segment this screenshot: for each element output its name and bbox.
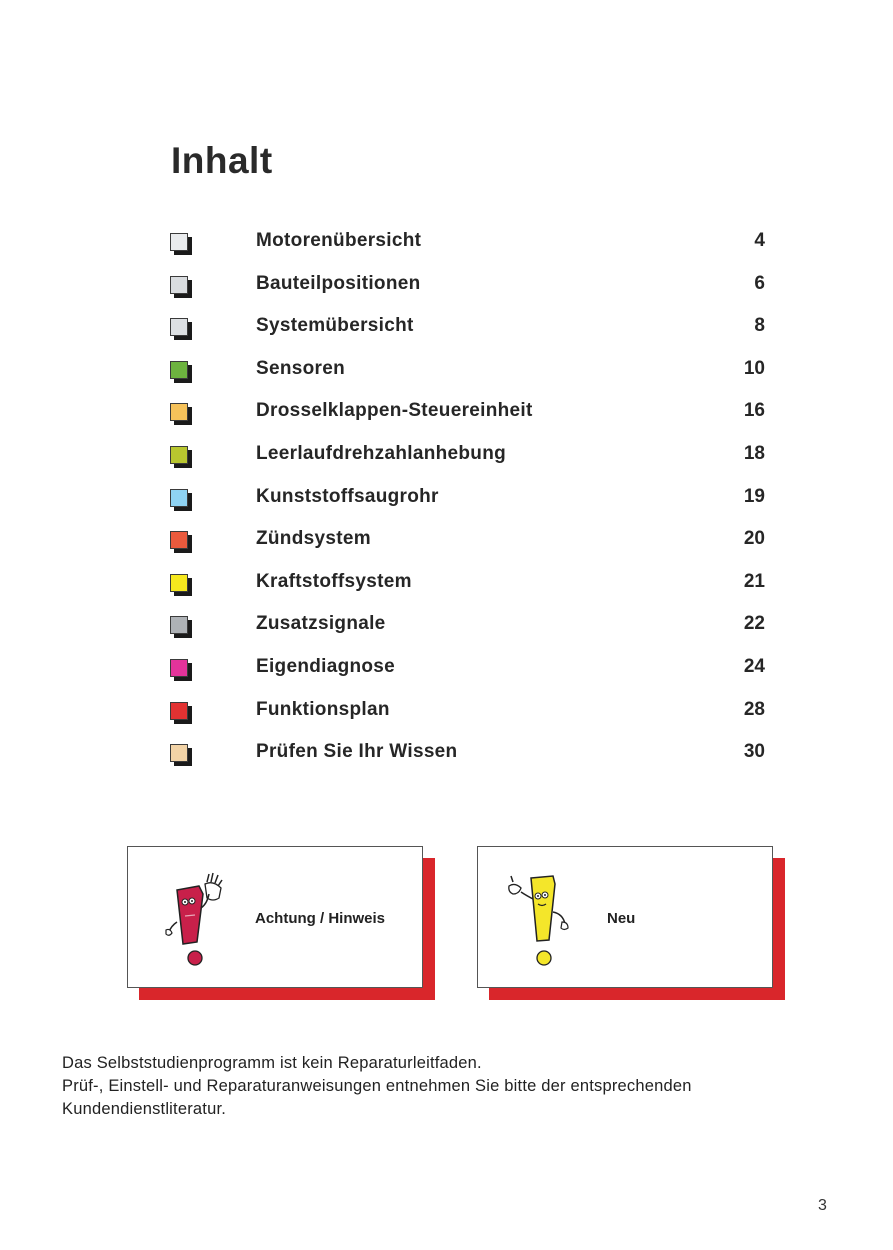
toc-entry[interactable] xyxy=(170,222,770,265)
page-number: 3 xyxy=(818,1197,827,1214)
color-swatch xyxy=(170,403,188,421)
toc-entry-title: Funktionsplan xyxy=(256,698,390,720)
color-swatch xyxy=(170,574,188,592)
toc-entry-title: Drosselklappen-Steuereinheit xyxy=(256,400,533,422)
toc-entry[interactable] xyxy=(170,520,770,563)
disclaimer-line: Das Selbststudienprogramm ist kein Reparaturleitfaden. xyxy=(62,1054,482,1072)
toc-entry-title: Bauteilpositionen xyxy=(256,272,421,294)
toc-entry-page: 24 xyxy=(743,655,765,677)
toc-entry[interactable] xyxy=(170,265,770,308)
toc-entry[interactable] xyxy=(170,605,770,648)
color-swatch xyxy=(170,276,188,294)
toc-entry-page: 28 xyxy=(743,698,765,720)
toc-entry-page: 10 xyxy=(743,357,765,379)
disclaimer-line: Prüf-, Einstell- und Reparaturanweisungen entnehmen Sie bitte der entsprechenden xyxy=(62,1077,692,1095)
toc-entry-title: Systemübersicht xyxy=(256,315,414,337)
toc-entry-page: 21 xyxy=(743,570,765,592)
toc-entry-page: 19 xyxy=(743,485,765,507)
toc-entry-title: Zündsystem xyxy=(256,528,371,550)
color-swatch xyxy=(170,361,188,379)
toc-entry-title: Prüfen Sie Ihr Wissen xyxy=(256,741,458,763)
toc-entry-page: 8 xyxy=(754,315,765,337)
toc-entry[interactable] xyxy=(170,478,770,521)
toc-entry[interactable] xyxy=(170,691,770,734)
disclaimer xyxy=(62,1052,822,1121)
toc-entry-title: Kunststoffsaugrohr xyxy=(256,485,439,507)
color-swatch xyxy=(170,489,188,507)
legend-new-label: Neu xyxy=(607,910,636,927)
legend-attention-label: Achtung / Hinweis xyxy=(255,910,386,927)
toc-entry-title: Leerlaufdrehzahlanhebung xyxy=(256,442,507,464)
toc-entry[interactable] xyxy=(170,563,770,606)
toc-entry-page: 30 xyxy=(743,741,765,763)
toc-entry[interactable] xyxy=(170,733,770,776)
color-swatch xyxy=(170,744,188,762)
toc-entry-title: Eigendiagnose xyxy=(256,655,396,677)
color-swatch xyxy=(170,233,188,251)
color-swatch xyxy=(170,616,188,634)
toc-entry-page: 16 xyxy=(743,400,765,422)
toc-entry-page: 20 xyxy=(743,528,765,550)
toc-entry[interactable] xyxy=(170,392,770,435)
page-title: Inhalt xyxy=(171,140,273,181)
toc-entry-page: 6 xyxy=(754,272,765,294)
toc-entry[interactable] xyxy=(170,350,770,393)
color-swatch xyxy=(170,446,188,464)
toc-entry-page: 18 xyxy=(743,442,765,464)
toc-entry[interactable] xyxy=(170,435,770,478)
legend-new xyxy=(477,846,773,988)
table-of-contents xyxy=(170,222,770,776)
color-swatch xyxy=(170,318,188,336)
toc-entry[interactable] xyxy=(170,307,770,350)
toc-entry-title: Kraftstoffsystem xyxy=(256,570,412,592)
toc-entry[interactable] xyxy=(170,648,770,691)
new-mascot-icon xyxy=(505,872,577,967)
toc-entry-title: Sensoren xyxy=(256,357,345,379)
toc-entry-title: Motorenübersicht xyxy=(256,230,422,251)
attention-mascot-icon xyxy=(163,872,233,967)
color-swatch xyxy=(170,659,188,677)
toc-entry-page: 4 xyxy=(754,230,765,251)
legend-attention xyxy=(127,846,423,988)
toc-entry-page: 22 xyxy=(743,613,765,635)
disclaimer-line: Kundendienstliteratur. xyxy=(62,1100,227,1118)
color-swatch xyxy=(170,702,188,720)
color-swatch xyxy=(170,531,188,549)
toc-entry-title: Zusatzsignale xyxy=(256,613,386,635)
